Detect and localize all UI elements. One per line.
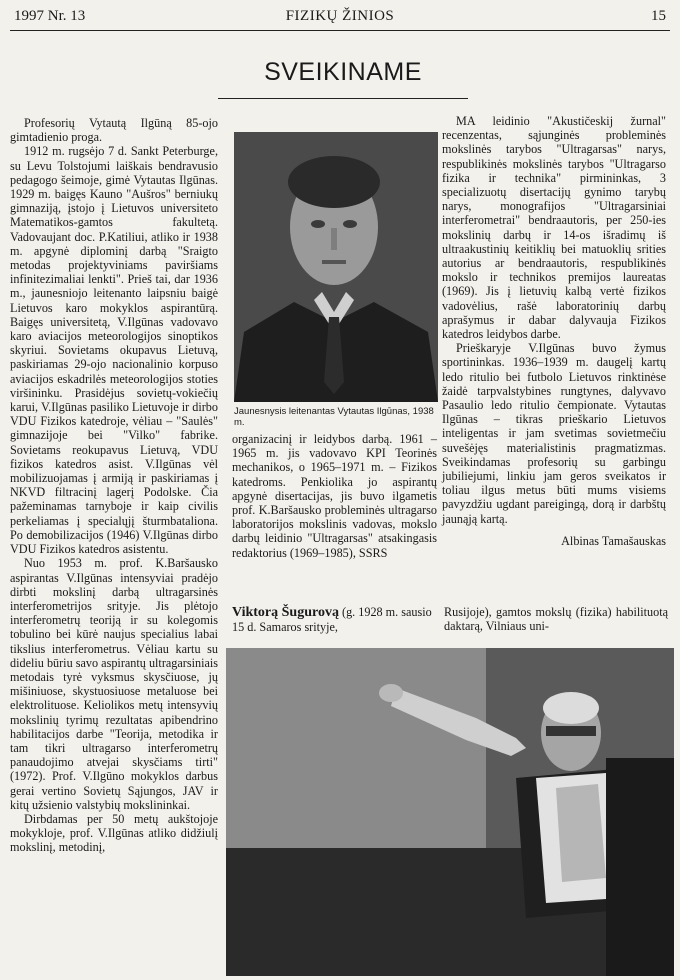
portrait-caption: Jaunesnysis leitenantas Vytautas Ilgūnas, 1938 m. bbox=[234, 406, 434, 428]
article1-lead: Profesorių Vytautą Ilgūną 85-ojo gimtadienio proga. bbox=[10, 116, 218, 145]
article1-paragraph: 1912 m. rugsėjo 7 d. Sankt Peterburge, su Levu Tolstojumi laiškais bendravusio pedagogo šeimoje, gimė Vytautas Ilgūnas. 1929 m. baigęs Kauno "Aušros" berniukų gimnaziją, įstojo į Lietuvos universiteto Matematikos-gamtos fakultetą. Vadovaujant doc. P.Katiliui, atliko ir 1938 m. apgynė diplominį darbą "Sraigto metodas projektyviniams paviršiams infinitezimaliai lenkti". Prieš tai, dar 1936 m., jaunesniojo leitenanto laipsniu baigė Lietuvos karo mokyklos aspirantūrą. Baigęs universitetą, V.Ilgūnas vadovavo karo aviacijos meteorologijos sinoptikos skyriui. Sovietams okupavus Lietuvą, paskiriamas 29-ojo nacionalinio korpuso aviacijos eskadrilės meteorologijos stoties viršininku. Prasidėjus sovietų-vokiečių karui, V.Ilgūnas pasiliko Lietuvoje ir dirbo VDU Fizikos katedroje, vėliau – "Saulės" gimnazijoje bei "Vilko" fabrike. Sovietams reokupavus Lietuvą, VDU fizikos katedros asist. V.Ilgūnas vėl mobilizuojamas į armiją ir paskiriamas į NKVD filtracinį lagerį Podolske. Čia pažeminamas tarnyboje ir kaip civilis perkeliamas į specialųjį šturmbataliona. Po demobilizacijos (1946) V.Ilgūnas dirbo VDU Fizikos katedros asistentu. bbox=[10, 144, 218, 557]
article2-lead-text: (g. 1928 m. sausio 15 d. Samaros srityje, bbox=[232, 605, 432, 635]
portrait-photo bbox=[234, 132, 438, 402]
title-rule bbox=[218, 98, 468, 99]
article1-paragraph: Nuo 1953 m. prof. K.Baršausko aspirantas V.Ilgūnas intensyviai pradėjo dirbti mokslinį darbą ultragarsinės interferometrijos srityje. Jis plėtojo interferometrų teoriją ir su kolegomis tobulino bei kūrė naujus specialius labai tikslius interferometrus. Vėliau kartu su dideliu būriu savo aspirantų ultragarsiniais metodais tyrė vyksmus skysčiuose, jų mišiniuose, skystuosiuose metaluose bei elektrolituose. Keliolikos metų intensyvių mokslinių tyrimų rezultatas apibendrino habilitacijos darbe "Teorija, metodika ir tam tikri ultragarso interferometrų panaudojimo atvejai skysčiams tirti" (1972). Prof. V.Ilgūno mokyklos darbus gerai vertino Sovietų Sąjungos, JAV ir kitų užsienio valstybių mokslininkai. bbox=[10, 556, 218, 812]
lecture-photo bbox=[226, 648, 674, 976]
issue-number: 1997 Nr. 13 bbox=[14, 8, 86, 24]
article1-paragraph: Prieškaryje V.Ilgūnas buvo žymus sportininkas. 1936–1939 m. daugelį kartų ledo ritulio bei futbolo Lietuvos rinktinėse žaidė tarpvalstybines rungtynes, dalyvavo Pasaulio ledo ritulio čempionate. Vytautas Ilgūnas – tikras prieškario Lietuvos inteligentas ir jam svetimas sovietmečiu suvešėjęs materialistinis pragmatizmas. Sveikindamas profesorių su garbingu jubiliejumi, linkiu jam geros sveikatos ir toliau ilgus metus būti mums visiems pavyzdžiu ugdant pareigingą, dorą ir darbštų jaunąją kartą. bbox=[442, 341, 666, 526]
portrait-illustration bbox=[234, 132, 438, 402]
lecture-illustration bbox=[226, 648, 674, 976]
article1-paragraph: organizacinį ir leidybos darbą. 1961 –1965 m. jis vadovavo KPI Teorinės mechanikos, o 1965–1971 m. – Fizikos katedroms. Penkiolika jo aspirantų apgynė disertacijas, jis buvo ilgametis prof. K.Baršausko probleminės ultragarso laboratorijos mokslinis vadovas, mokslo darbų leidinio "Ultragarsas" atsakingasis redaktorius (1969–1985), SSRS bbox=[232, 432, 437, 560]
page-number: 15 bbox=[651, 8, 666, 24]
article1-column2 bbox=[232, 432, 437, 560]
article2-name: Viktorą Šugurovą bbox=[232, 605, 339, 620]
article2-lead bbox=[232, 605, 442, 634]
article1-column3 bbox=[442, 114, 666, 548]
article1-paragraph: Dirbdamas per 50 metų aukštojoje mokykloje, prof. V.Ilgūnas atliko didžiulį mokslinį, metodinį, bbox=[10, 811, 218, 855]
section-title: SVEIKINAME bbox=[264, 58, 422, 86]
header-rule bbox=[10, 30, 670, 31]
article1-column1 bbox=[10, 116, 218, 978]
article1-paragraph: MA leidinio "Akustičeskij žurnal" recenzentas, sąjunginės probleminės mokslinės tarybos "Ultragarsas" narys, respublikinės mokslinės tarybos "Ultragarso fizika ir technika" pirmininkas, 3 specializuotų disertacijų gynimo tarybų narys, monografijos "Ultragarsiniai interferometrai" bendraautoris, per 250-ies mokslinių darbų ir 14-os išradimų iš ultraakustinių keitiklių bei matuoklių srities autorius ar bendraautoris, respublikinės mokslo ir technikos premijos laureatas (1969). Jis į lietuvių kalbą vertė fizikos vadovėlius, rašė laboratorinių darbų aprašymus ir dabar dalyvauja Fizikos katedros leidybos darbe. bbox=[442, 114, 666, 342]
author-signature: Albinas Tamašauskas bbox=[561, 533, 666, 548]
journal-title: FIZIKŲ ŽINIOS bbox=[285, 8, 395, 24]
article2-lead-continuation: Rusijoje), gamtos mokslų (fizika) habilituotą daktarą, Vilniaus uni- bbox=[444, 605, 668, 634]
